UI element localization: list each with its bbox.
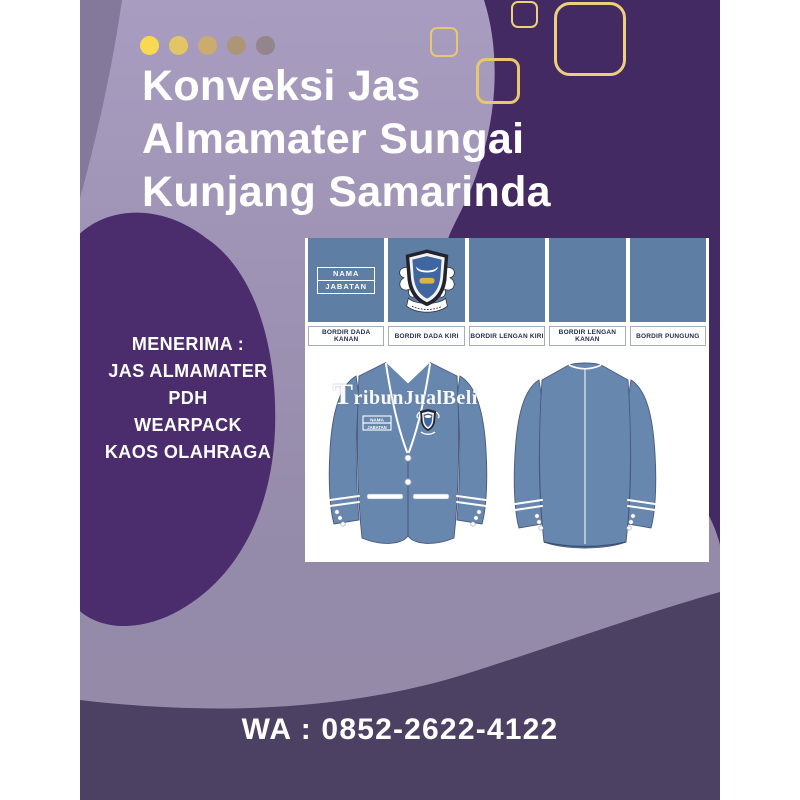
name-tag-line: JABATAN xyxy=(325,281,368,291)
embroidery-label: BORDIR DADA KIRI xyxy=(388,326,464,346)
swatch-sleeve-right xyxy=(549,238,625,322)
dot-row xyxy=(140,36,285,55)
front-patch-text: JABATAN xyxy=(367,424,387,430)
embroidery-label: BORDIR LENGAN KIRI xyxy=(469,326,545,346)
name-tag-line: NAMA xyxy=(318,268,374,281)
school-crest-icon xyxy=(396,245,458,316)
service-item: WEARPACK xyxy=(134,415,242,435)
product-panel xyxy=(305,238,709,562)
embroidery-label: BORDIR LENGAN KANAN xyxy=(549,326,625,346)
title-line-3: Kunjang Samarinda xyxy=(142,168,551,216)
swatch-sleeve-left xyxy=(469,238,545,322)
dot-icon xyxy=(198,36,217,55)
service-item: KAOS OLAHRAGA xyxy=(104,442,272,462)
dot-icon xyxy=(169,36,188,55)
swatch-back xyxy=(630,238,706,322)
title-line-1: Konveksi Jas xyxy=(142,62,421,110)
dot-icon xyxy=(256,36,275,55)
swatch-chest-left xyxy=(388,238,464,322)
title-line-2: Almamater Sungai xyxy=(142,115,525,163)
dot-icon xyxy=(140,36,159,55)
front-patch-text: NAMA xyxy=(370,417,384,423)
embroidery-label: BORDIR DADA KANAN xyxy=(308,326,384,346)
whatsapp-contact: WA : 0852-2622-4122 xyxy=(241,713,559,746)
service-item: PDH xyxy=(168,388,208,408)
services-heading: MENERIMA : xyxy=(131,334,245,354)
gold-square-icon xyxy=(430,27,458,57)
jacket-illustration-area xyxy=(305,346,709,560)
gold-square-icon xyxy=(511,1,538,28)
embroidery-label: BORDIR PUNGUNG xyxy=(630,326,706,346)
service-item: JAS ALMAMATER xyxy=(108,361,268,381)
embroidery-label-row xyxy=(305,326,709,346)
name-position-tag xyxy=(317,267,375,294)
page-title xyxy=(142,60,682,219)
marketplace-watermark: TribunJualBeli xyxy=(333,378,478,411)
blazer-back-illustration xyxy=(509,358,661,554)
embroidery-swatch-row xyxy=(305,238,709,322)
swatch-chest-right xyxy=(308,238,384,322)
services-block xyxy=(82,331,294,466)
dot-icon xyxy=(227,36,246,55)
flyer-content xyxy=(80,0,720,800)
